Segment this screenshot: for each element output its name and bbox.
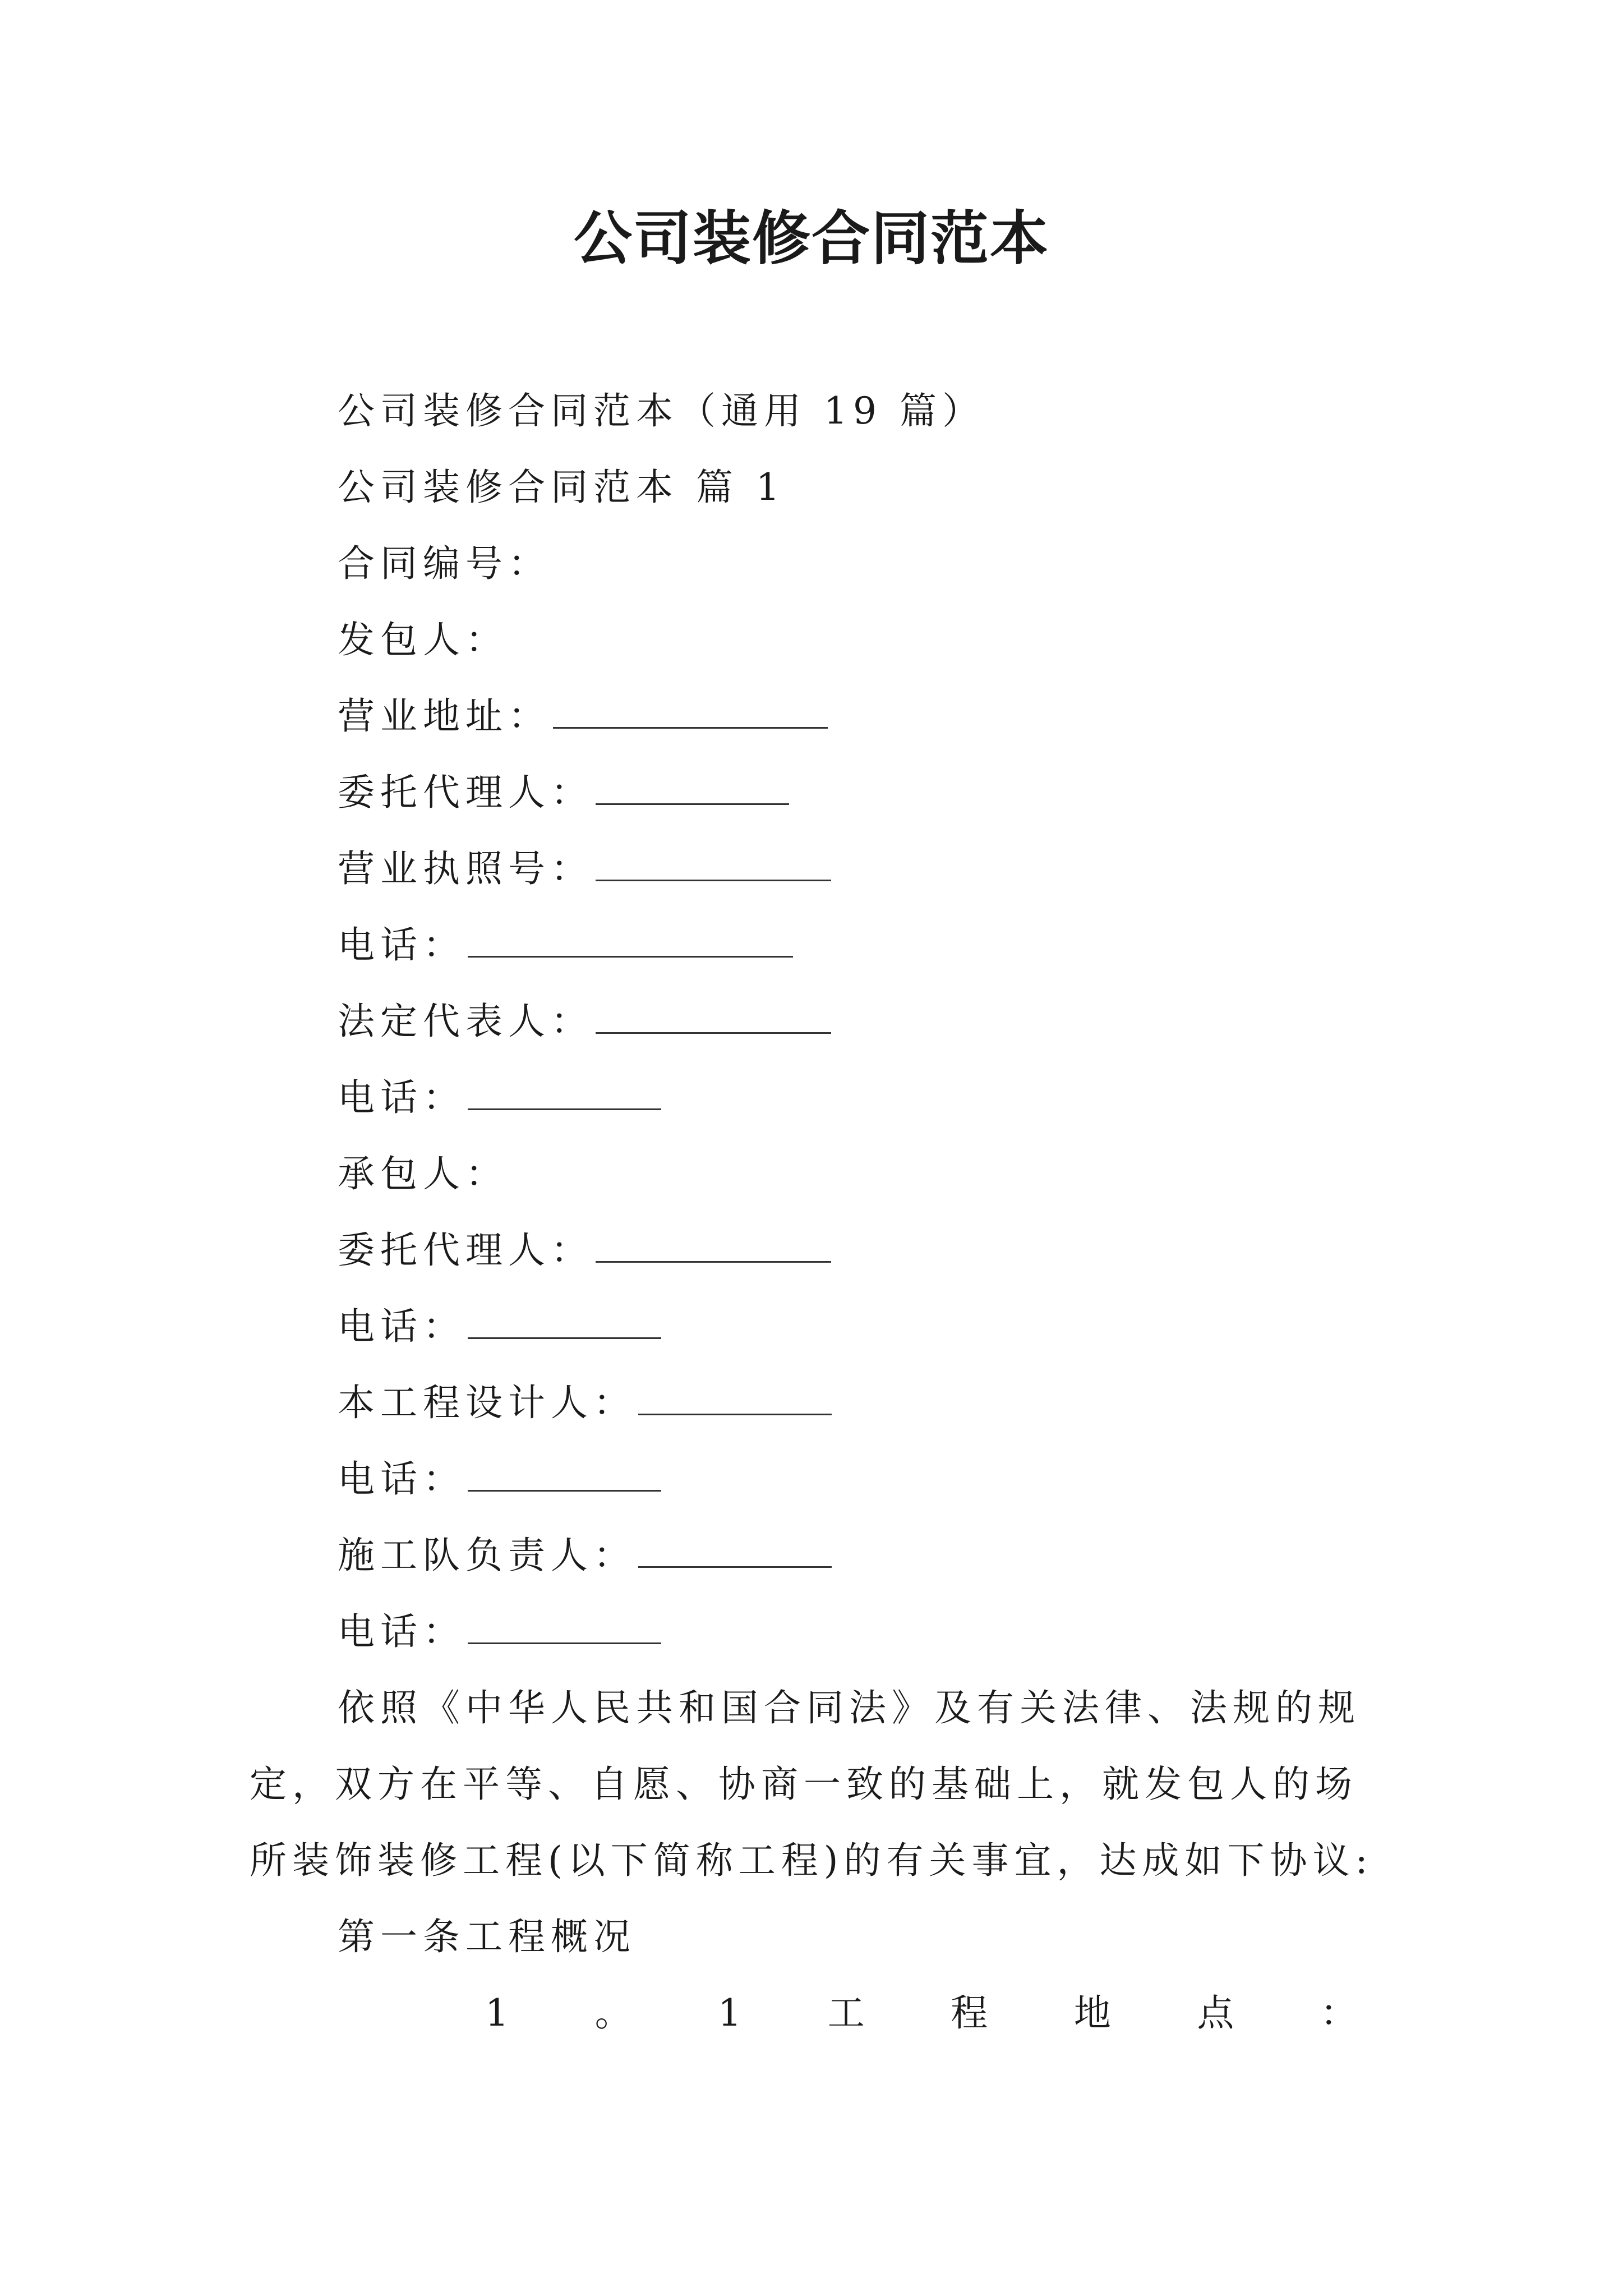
field-label: 电话： bbox=[338, 1610, 465, 1653]
blank-underline bbox=[638, 1382, 832, 1415]
field-legal-representative bbox=[250, 983, 1374, 1060]
field-label: 承包人： bbox=[338, 1152, 508, 1195]
field-phone bbox=[250, 907, 1374, 983]
blank-underline bbox=[596, 1230, 831, 1263]
field-label: 电话： bbox=[338, 1457, 465, 1501]
blank-underline bbox=[468, 924, 793, 958]
field-agent bbox=[250, 754, 1374, 831]
item-char: 1 bbox=[485, 1991, 509, 2035]
field-contract-number bbox=[250, 526, 1374, 602]
blank-underline bbox=[596, 772, 789, 805]
field-label: 电话： bbox=[338, 923, 465, 967]
article-heading: 第一条工程概况 bbox=[338, 1915, 636, 1958]
field-license-number bbox=[250, 831, 1374, 907]
field-label: 电话： bbox=[338, 1305, 465, 1348]
document-title: 公司装修合同范本 bbox=[573, 204, 1049, 273]
blank-underline bbox=[468, 1611, 661, 1644]
field-label: 营业执照号： bbox=[338, 847, 593, 890]
blank-underline bbox=[596, 1001, 831, 1034]
item-char: 地 bbox=[1073, 1991, 1111, 2035]
field-label: 电话： bbox=[338, 1076, 465, 1119]
item-char: 程 bbox=[951, 1991, 988, 2035]
field-phone bbox=[250, 1594, 1374, 1670]
field-agent bbox=[250, 1212, 1374, 1289]
field-designer bbox=[250, 1365, 1374, 1441]
blank-underline bbox=[468, 1458, 661, 1492]
field-business-address bbox=[250, 678, 1374, 754]
field-crew-leader bbox=[250, 1517, 1374, 1594]
blank-underline bbox=[468, 1306, 661, 1339]
agreement-paragraph bbox=[250, 1670, 1374, 1899]
field-label: 本工程设计人： bbox=[338, 1381, 636, 1424]
item-char: 1 bbox=[718, 1991, 742, 2035]
field-label: 委托代理人： bbox=[338, 771, 593, 814]
item-project-location bbox=[250, 1975, 1374, 2051]
item-char: ： bbox=[1320, 1991, 1357, 2035]
blank-underline bbox=[468, 1077, 661, 1110]
item-char: 点 bbox=[1197, 1991, 1234, 2035]
field-label: 法定代表人： bbox=[338, 1000, 593, 1043]
document-subtitle: 公司装修合同范本（通用 19 篇） bbox=[338, 389, 985, 432]
blank-underline bbox=[553, 696, 828, 729]
field-label: 委托代理人： bbox=[338, 1228, 593, 1272]
item-char: 。 bbox=[594, 1991, 632, 2035]
section-heading: 公司装修合同范本 篇 1 bbox=[338, 466, 785, 509]
document-body bbox=[250, 373, 1374, 2051]
field-phone bbox=[250, 1289, 1374, 1365]
blank-underline bbox=[638, 1535, 832, 1568]
field-phone bbox=[250, 1060, 1374, 1136]
field-label: 发包人： bbox=[338, 618, 508, 661]
field-contractor bbox=[250, 1136, 1374, 1212]
field-label: 合同编号： bbox=[338, 542, 551, 585]
field-employer bbox=[250, 602, 1374, 678]
agreement-text: 依照《中华人民共和国合同法》及有关法律、法规的规定，双方在平等、自愿、协商一致的基础上，就发包人的场所装饰装修工程(以下简称工程)的有关事宜，达成如下协议: bbox=[250, 1686, 1373, 1882]
field-label: 施工队负责人： bbox=[338, 1534, 636, 1577]
item-char: 工 bbox=[827, 1991, 865, 2035]
blank-underline bbox=[596, 848, 831, 881]
field-phone bbox=[250, 1441, 1374, 1517]
field-label: 营业地址： bbox=[338, 694, 551, 738]
